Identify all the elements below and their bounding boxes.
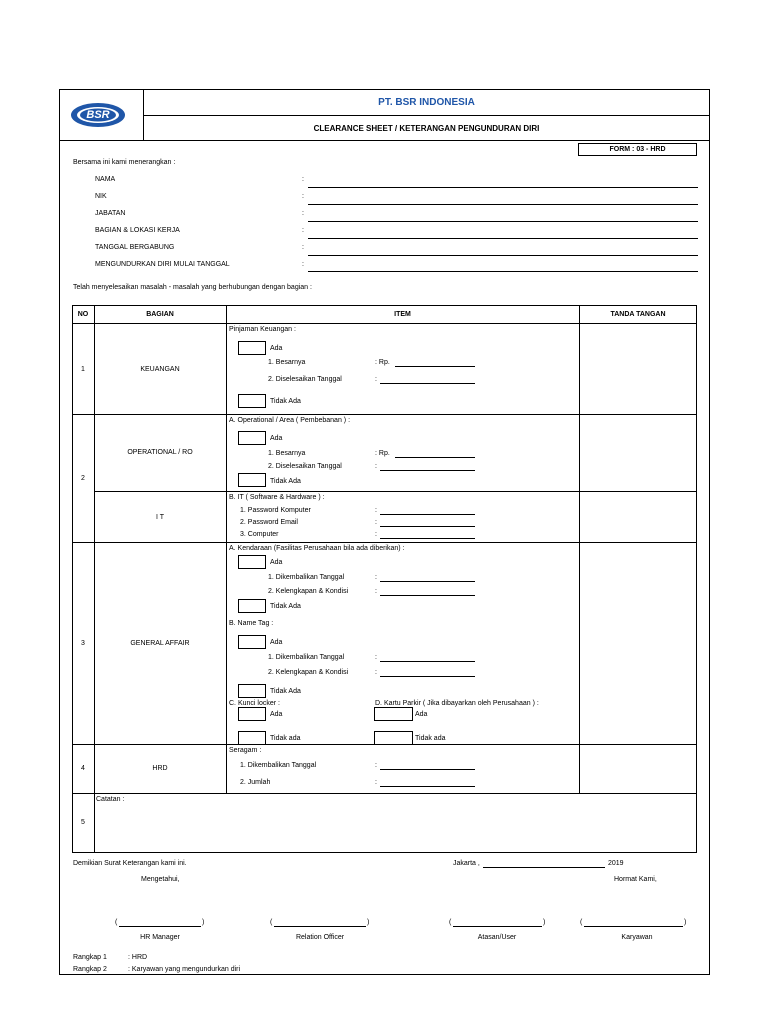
row2-it2: 2. Password Email (240, 519, 298, 526)
row3b-tidak-ada-checkbox[interactable] (238, 684, 266, 698)
row3b-tidak-ada-label: Tidak Ada (270, 688, 301, 695)
sig4-label: Karyawan (621, 934, 653, 941)
row4-bagian: HRD (152, 765, 168, 772)
row2-it2-line (380, 526, 475, 527)
row4-no: 4 (81, 765, 85, 772)
row-line (72, 542, 697, 543)
sig2-line (274, 926, 366, 927)
row2-it1: 1. Password Komputer (240, 507, 311, 514)
row1-ada-checkbox[interactable] (238, 341, 266, 355)
row4-item2: 2. Jumlah (240, 779, 271, 786)
row3d-tidak-ada-checkbox[interactable] (374, 731, 413, 745)
sig1-close: ) (202, 919, 205, 926)
field-label-nik: NIK (95, 193, 107, 200)
row3b-item1-line (380, 661, 475, 662)
row1-item2-colon: : (375, 376, 377, 383)
row1-item2: 2. Diselesaikan Tanggal (268, 376, 342, 383)
row1-item1-colon: : Rp. (375, 359, 390, 366)
rangkap1-label: Rangkap 1 (73, 954, 107, 961)
row4-item1-colon: : (375, 762, 377, 769)
row2-item1-colon: : Rp. (375, 450, 390, 457)
row2-item2-colon: : (375, 463, 377, 470)
row3a-item1-colon: : (375, 574, 377, 581)
row3b-item2: 2. Kelengkapan & Kondisi (268, 669, 349, 676)
row3b-item1-colon: : (375, 654, 377, 661)
row3a-ada-label: Ada (270, 559, 283, 566)
field-label-tanggal-bergabung: TANGGAL BERGABUNG (95, 244, 175, 251)
row3a-item2-line (380, 595, 475, 596)
header-no: NO (77, 311, 89, 318)
row1-tidak-ada-checkbox[interactable] (238, 394, 266, 408)
row3a-item1: 1. Dikembalikan Tanggal (268, 574, 345, 581)
row1-ada-label: Ada (270, 345, 283, 352)
rangkap2-label: Rangkap 2 (73, 966, 107, 973)
col-line (579, 305, 580, 793)
row-line (94, 491, 697, 492)
row2-it2-colon: : (375, 519, 377, 526)
sig2-label: Relation Officer (295, 934, 345, 941)
field-colon: : (302, 210, 304, 217)
row-line (72, 793, 697, 794)
row-line (72, 323, 697, 324)
row3-no: 3 (81, 640, 85, 647)
row3a-item2: 2. Kelengkapan & Kondisi (268, 588, 349, 595)
row2-item2: 2. Diselesaikan Tanggal (268, 463, 342, 470)
sig4-line (584, 926, 683, 927)
row3-title-b: B. Name Tag : (229, 620, 274, 627)
logo-text: BSR (86, 109, 110, 121)
row3a-ada-checkbox[interactable] (238, 555, 266, 569)
row3-bagian: GENERAL AFFAIR (130, 640, 190, 647)
row2-bagian-it: I T (155, 514, 165, 521)
field-label-nama: NAMA (95, 176, 116, 183)
row3c-tidak-ada-label: Tidak ada (270, 735, 301, 742)
field-line-jabatan (308, 221, 698, 222)
row3c-ada-checkbox[interactable] (238, 707, 266, 721)
row3a-tidak-ada-label: Tidak Ada (270, 603, 301, 610)
intro-text: Bersama ini kami menerangkan : (73, 159, 176, 166)
field-label-mengundurkan: MENGUNDURKAN DIRI MULAI TANGGAL (95, 261, 230, 268)
sig2-open: ( (270, 919, 273, 926)
row3b-item2-line (380, 676, 475, 677)
sig3-label: Atasan/User (477, 934, 517, 941)
row1-item2-line (380, 383, 475, 384)
row5-no: 5 (81, 819, 85, 826)
field-line-tanggal-bergabung (308, 255, 698, 256)
row4-title: Seragam : (229, 747, 262, 754)
row2-ada-label: Ada (270, 435, 283, 442)
company-logo (70, 102, 126, 128)
closing-jakarta: Jakarta , (453, 860, 480, 867)
field-line-nik (308, 204, 698, 205)
row2-item2-line (380, 470, 475, 471)
sig1-label: HR Manager (140, 934, 180, 941)
row3-title-a: A. Kendaraan (Fasilitas Perusahaan bila ada diberikan) : (229, 545, 405, 552)
row2-it3-colon: : (375, 531, 377, 538)
row3b-item1: 1. Dikembalikan Tanggal (268, 654, 345, 661)
field-label-bagian: BAGIAN & LOKASI KERJA (95, 227, 180, 234)
field-label-jabatan: JABATAN (95, 210, 126, 217)
sig3-close: ) (543, 919, 546, 926)
row2-item1-line (395, 457, 475, 458)
row1-title: Pinjaman Keuangan : (229, 326, 296, 333)
row4-item1: 1. Dikembalikan Tanggal (240, 762, 317, 769)
sig1-open: ( (115, 919, 118, 926)
row3b-ada-checkbox[interactable] (238, 635, 266, 649)
row2-tidak-ada-checkbox[interactable] (238, 473, 266, 487)
row2-it1-line (380, 514, 475, 515)
col-line (226, 305, 227, 793)
row3b-ada-label: Ada (270, 639, 283, 646)
row3b-item2-colon: : (375, 669, 377, 676)
row1-no: 1 (81, 366, 85, 373)
row2-it3: 3. Computer (240, 531, 279, 538)
row3-title-c: C. Kunci locker : (229, 700, 280, 707)
field-line-nama (308, 187, 698, 188)
field-colon: : (302, 193, 304, 200)
field-colon: : (302, 244, 304, 251)
row2-item1: 1. Besarnya (268, 450, 306, 457)
header-tanda-tangan: TANDA TANGAN (610, 311, 666, 318)
row2-title-b: B. IT ( Software & Hardware ) : (229, 494, 325, 501)
sig3-open: ( (449, 919, 452, 926)
rangkap2-value: : Karyawan yang mengundurkan diri (128, 966, 241, 973)
field-line-bagian (308, 238, 698, 239)
row4-item1-line (380, 769, 475, 770)
field-colon: : (302, 227, 304, 234)
row3c-tidak-ada-checkbox[interactable] (238, 731, 266, 745)
closing-statement: Demikian Surat Keterangan kami ini. (73, 860, 187, 867)
row-line (72, 414, 697, 415)
statement-text: Telah menyelesaikan masalah - masalah yang berhubungan dengan bagian : (73, 284, 312, 291)
row2-tidak-ada-label: Tidak Ada (270, 478, 301, 485)
row1-bagian: KEUANGAN (140, 366, 180, 373)
row3-title-d: D. Kartu Parkir ( Jika dibayarkan oleh Perusahaan ) : (375, 700, 539, 707)
document-title: CLEARANCE SHEET / KETERANGAN PENGUNDURAN DIRI (313, 124, 540, 133)
row3d-ada-checkbox[interactable] (374, 707, 413, 721)
row2-ada-checkbox[interactable] (238, 431, 266, 445)
rangkap1-value: : HRD (128, 954, 148, 961)
row5-title: Catatan : (96, 796, 125, 803)
company-name: PT. BSR INDONESIA (378, 97, 475, 108)
closing-date-line (483, 867, 605, 868)
sig4-close: ) (684, 919, 687, 926)
row1-item1-line (395, 366, 475, 367)
sig3-line (453, 926, 542, 927)
sig1-line (119, 926, 201, 927)
sig4-open: ( (580, 919, 583, 926)
form-code: FORM : 03 - HRD (609, 146, 666, 153)
row1-item1: 1. Besarnya (268, 359, 306, 366)
row3d-ada-label: Ada (415, 711, 428, 718)
header-line-bottom (59, 140, 710, 141)
row3a-item2-colon: : (375, 588, 377, 595)
row3a-item1-line (380, 581, 475, 582)
header-line-mid (143, 115, 710, 116)
row2-no: 2 (81, 475, 85, 482)
row3d-tidak-ada-label: Tidak ada (415, 735, 446, 742)
field-colon: : (302, 176, 304, 183)
row4-item2-colon: : (375, 779, 377, 786)
row2-it3-line (380, 538, 475, 539)
row4-item2-line (380, 786, 475, 787)
row3c-ada-label: Ada (270, 711, 283, 718)
row3a-tidak-ada-checkbox[interactable] (238, 599, 266, 613)
field-colon: : (302, 261, 304, 268)
header-bagian: BAGIAN (146, 311, 174, 318)
closing-mengetahui: Mengetahui, (141, 876, 180, 883)
field-line-mengundurkan (308, 271, 698, 272)
closing-year: 2019 (608, 860, 624, 867)
row1-tidak-ada-label: Tidak Ada (270, 398, 301, 405)
row2-it1-colon: : (375, 507, 377, 514)
header-item: ITEM (394, 311, 411, 318)
row2-bagian-operational: OPERATIONAL / RO (127, 449, 193, 456)
closing-hormat: Hormat Kami, (614, 876, 657, 883)
sig2-close: ) (367, 919, 370, 926)
row2-title-a: A. Operational / Area ( Pembebanan ) : (229, 417, 351, 424)
